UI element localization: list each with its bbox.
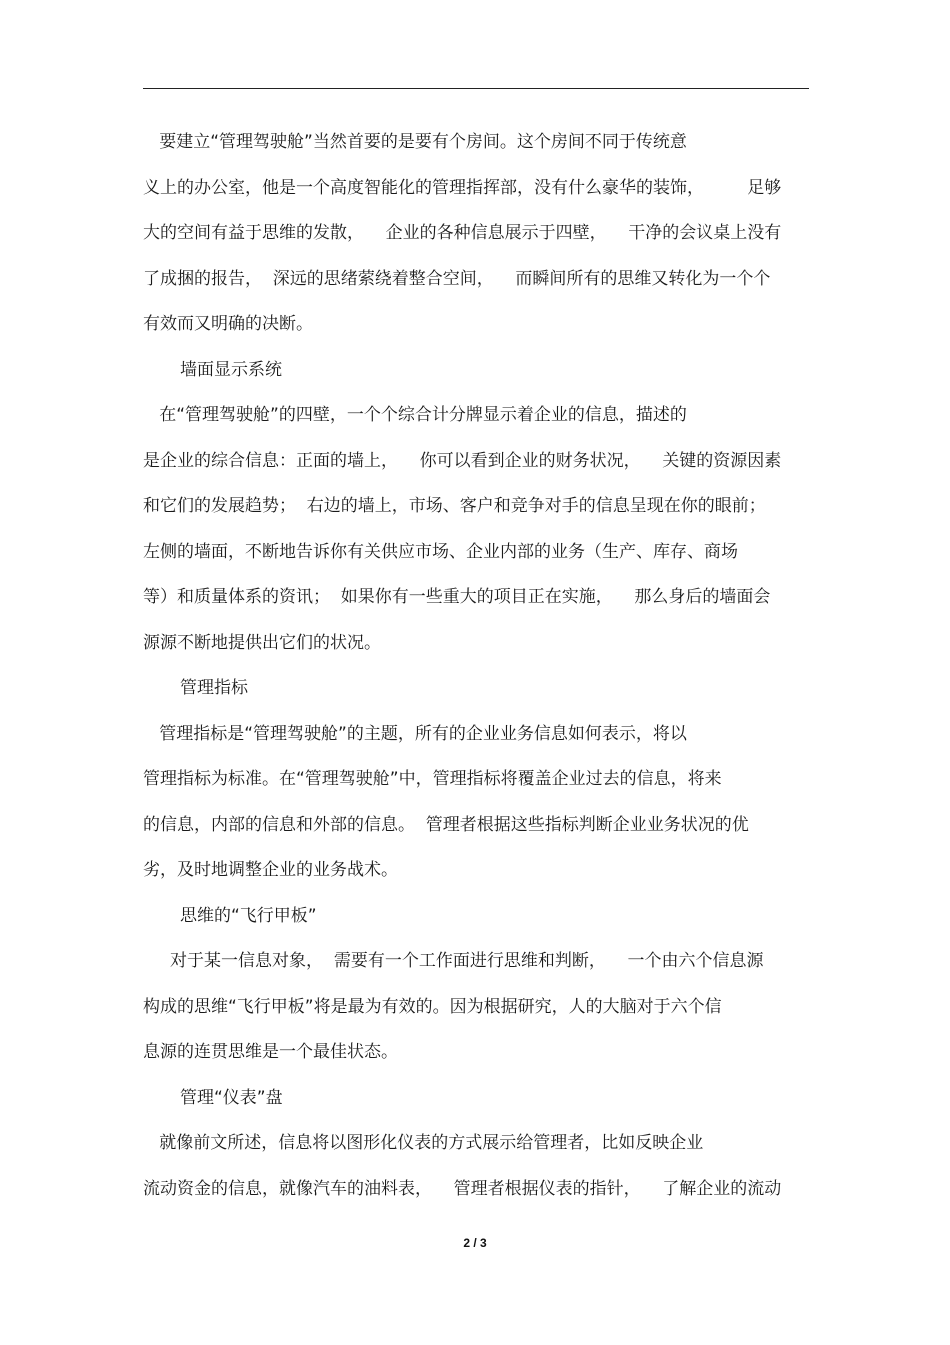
page-number: 2 / 3 [463, 1236, 487, 1250]
section-heading-flight-deck: 思维的“飞行甲板” [180, 905, 317, 926]
text-line: 左侧的墙面，不断地告诉你有关供应市场、企业内部的业务（生产、库存、商场 [143, 541, 738, 562]
text-line: 要建立“管理驾驶舱”当然首要的是要有个房间。这个房间不同于传统意 [143, 132, 687, 152]
text-line: 的信息，内部的信息和外部的信息。 管理者根据这些指标判断企业业务状况的优 [143, 814, 749, 835]
text-line: 就像前文所述，信息将以图形化仪表的方式展示给管理者，比如反映企业 [143, 1133, 704, 1153]
section-heading-dashboard-gauges: 管理“仪表”盘 [180, 1087, 283, 1108]
text-line: 构成的思维“飞行甲板”将是最为有效的。因为根据研究，人的大脑对于六个信 [143, 996, 722, 1017]
text-line: 流动资金的信息，就像汽车的油料表， 管理者根据仪表的指针， 了解企业的流动 [143, 1178, 782, 1199]
text-line: 在“管理驾驶舱”的四壁，一个个综合计分牌显示着企业的信息，描述的 [143, 405, 687, 425]
text-line: 源源不断地提供出它们的状况。 [143, 632, 381, 653]
text-line: 和它们的发展趋势； 右边的墙上，市场、客户和竞争对手的信息呈现在你的眼前； [143, 496, 766, 516]
text-line: 有效而又明确的决断。 [143, 314, 313, 334]
text-line: 义上的办公室，他是一个高度智能化的管理指挥部，没有什么豪华的装饰， 足够 [143, 177, 782, 198]
text-line: 劣，及时地调整企业的业务战术。 [143, 860, 398, 880]
text-line: 大的空间有益于思维的发散， 企业的各种信息展示于四壁， 干净的会议桌上没有 [143, 223, 782, 243]
paragraph-dashboard-gauges [143, 1121, 813, 1212]
text-line: 是企业的综合信息：正面的墙上， 你可以看到企业的财务状况， 关键的资源因素 [143, 450, 782, 471]
paragraph-management-indicators [143, 712, 813, 894]
paragraph-wall-display [143, 393, 813, 666]
text-line: 了成捆的报告， 深远的思绪萦绕着整合空间， 而瞬间所有的思维又转化为一个个 [143, 268, 771, 289]
document-body [143, 120, 813, 1212]
text-line: 管理指标为标准。在“管理驾驶舱”中，管理指标将覆盖企业过去的信息，将来 [143, 769, 722, 789]
paragraph-flight-deck [143, 939, 813, 1076]
header-rule [143, 88, 809, 89]
text-line: 管理指标是“管理驾驶舱”的主题，所有的企业业务信息如何表示，将以 [143, 723, 687, 744]
text-line: 息源的连贯思维是一个最佳状态。 [143, 1042, 398, 1062]
text-line: 等）和质量体系的资讯； 如果你有一些重大的项目正在实施， 那么身后的墙面会 [143, 587, 771, 607]
paragraph-intro [143, 120, 813, 348]
section-heading-wall-display: 墙面显示系统 [180, 359, 282, 380]
text-line: 对于某一信息对象， 需要有一个工作面进行思维和判断， 一个由六个信息源 [143, 951, 764, 971]
section-heading-management-indicators: 管理指标 [180, 678, 248, 698]
